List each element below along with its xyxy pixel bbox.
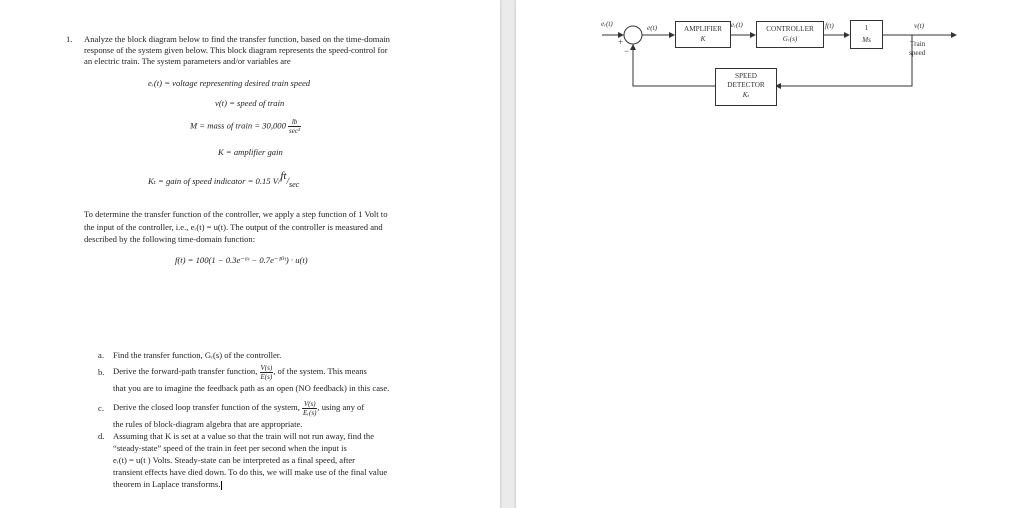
def-speed-indicator-gain: Kₜ = gain of speed indicator = 0.15 V/ft/sec [148,170,300,189]
question-c-fraction [302,400,317,417]
question-c-frac-den: Eᵣ(s) [303,408,317,417]
question-d-line-3: eᵣ(t) = u(t ) Volts. Steady-state can be interpreted as a final speed, after [113,455,356,465]
def-train-speed: v(t) = speed of train [215,98,285,108]
amplifier-title: AMPLIFIER [684,25,722,33]
error-signal-label: e(t) [647,24,657,32]
def-mass-text: M = mass of train = 30,000 [190,120,286,131]
question-b-letter: b. [98,367,105,377]
plant-block [850,20,883,49]
def-desired-speed: eᵣ(t) = voltage representing desired train speed [148,78,311,88]
def-mass-unit-den: sec² [289,127,301,135]
question-d-line-5-text: theorem in Laplace transforms. [113,479,221,489]
summing-junction [624,26,642,44]
plant-numerator: 1 [864,24,869,32]
input-signal-label: eᵣ(t) [601,20,613,28]
text-cursor [221,481,222,490]
controller-title: CONTROLLER [766,25,814,33]
detector-gain: Kₜ [742,91,750,99]
question-c-line-2: the rules of block-diagram algebra that are appropriate. [113,419,303,429]
question-c-text [113,398,364,417]
detector-title-2: DETECTOR [727,81,765,89]
question-b-fraction [260,364,274,381]
question-b-post: , of the system. This means [273,366,367,376]
controller-text-3: described by the following time-domain function: [84,234,256,244]
detector-title-1: SPEED [735,72,757,80]
output-signal-label: v(t) [914,22,924,30]
def-kt-unit-num: ft [280,170,287,182]
question-b-pre: Derive the forward-path transfer function, [113,366,258,376]
question-d-line-4: transient effects have died down. To do this, we will make use of the final value [113,467,388,477]
question-b-line-2: that you are to imagine the feedback path as an open (NO feedback) in this case. [113,383,390,393]
intro-line-2: response of the system given below. This block diagram represents the speed-control for [84,45,388,55]
question-b-frac-num: V(s) [260,363,273,372]
amplifier-block [675,21,731,48]
question-b-text [113,362,367,381]
question-c-pre: Derive the closed loop transfer function of the system, [113,402,300,412]
intro-line-3: an electric train. The system parameters and/or variables are [84,56,291,66]
question-d-letter: d. [98,431,105,441]
def-amplifier-gain: K = amplifier gain [218,147,283,157]
def-kt-text: Kₜ = gain of speed indicator = 0.15 V/ [148,176,281,186]
plant-denominator: Ms [862,36,871,44]
document-page-left [0,0,500,508]
output-name-line-1: Train [910,40,926,48]
controller-text-1: To determine the transfer function of the controller, we apply a step function of 1 Volt to [84,209,388,219]
problem-number: 1. [66,34,73,44]
force-signal-label: f(t) [825,22,834,30]
def-mass [190,118,301,135]
controller-block [756,21,824,48]
document-page-right [516,0,1024,508]
question-d-line-2: “steady-state” speed of the train in feet per second when the input is [113,443,347,453]
plus-sign: + [618,37,624,47]
feedback-to-junction [633,45,716,86]
question-a-text: Find the transfer function, Gᵣ(s) of the controller. [113,350,282,360]
question-a-letter: a. [98,350,104,360]
def-mass-unit [288,118,301,135]
controller-transfer-function: Gᵣ(s) [782,35,798,43]
time-function-equation: f(t) = 100(1 − 0.3e⁻⁶ᵗ − 0.7e⁻¹⁰ᵗ) · u(t) [175,255,308,265]
speed-detector-block [715,68,777,106]
minus-sign: − [624,46,630,56]
output-name-line-2: speed [909,49,926,57]
question-c-post: , using any of [317,402,365,412]
question-b-frac-den: E(s) [260,372,273,381]
question-d-line-5 [113,479,222,490]
controller-text-2: the input of the controller, i.e., eᵣ(t) = u(t). The output of the controller is measured and [84,222,383,232]
question-c-letter: c. [98,403,104,413]
question-c-frac-num: V(s) [303,399,316,408]
amplifier-gain: K [700,35,706,43]
question-d-line-1: Assuming that K is set at a value so that the train will not run away, find the [113,431,375,441]
def-mass-unit-num: lb [288,118,301,127]
intro-line-1: Analyze the block diagram below to find the transfer function, based on the time-domain [84,34,390,44]
def-kt-unit-den: sec [289,180,300,189]
controller-input-label: eᵣ(t) [731,21,743,29]
